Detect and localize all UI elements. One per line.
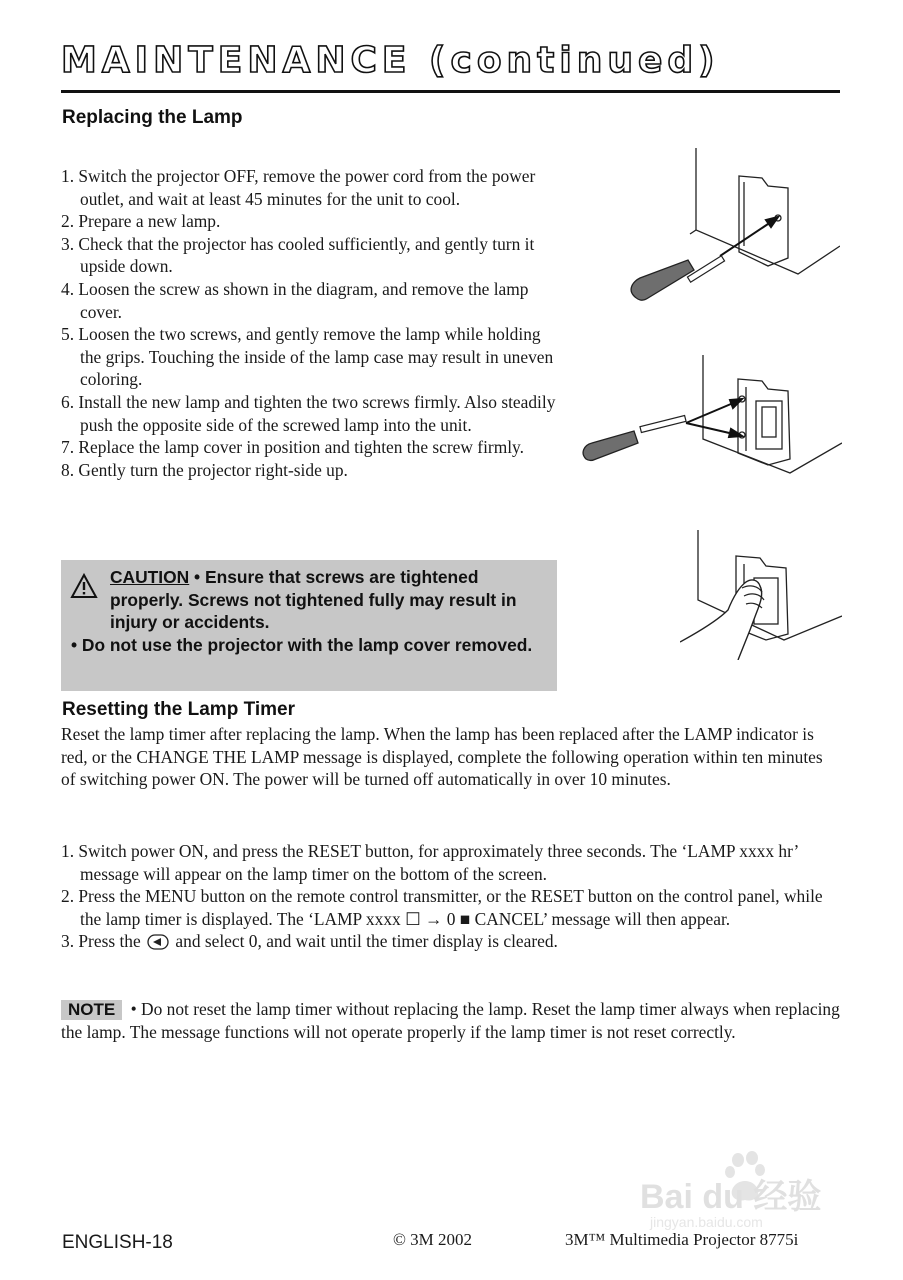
note-text: • Do not reset the lamp timer without replacing the lamp. Reset the lamp timer always when replacing the lamp. The message functions will not operate properly if the lamp timer is not reset correctly. xyxy=(61,999,840,1042)
figure-remove-lamp xyxy=(580,355,842,475)
list-item: 7. Replace the lamp cover in position and tighten the screw firmly. xyxy=(61,437,524,458)
list-item: 3. Check that the projector has cooled sufficiently, and gently turn it upside down. xyxy=(61,233,535,277)
warning-triangle-icon xyxy=(70,573,98,599)
list-item: 6. Install the new lamp and tighten the two screws firmly. Also steadily push the opposite side of the screwed lamp into the unit. xyxy=(61,391,556,435)
screwdriver-icon xyxy=(583,431,638,461)
caution-text-1: • Ensure that screws are tightened properly. Screws not tightened fully may result in injury or accidents. xyxy=(110,567,517,633)
list-item: 8. Gently turn the projector right-side up. xyxy=(61,459,348,480)
footer-product: 3M™ Multimedia Projector 8775i xyxy=(565,1230,799,1249)
resetting-intro: Reset the lamp timer after replacing the lamp. When the lamp has been replaced after the LAMP indicator is red, or the CHANGE THE LAMP message is displayed, complete the following operation within ten minutes of switching power ON. The power will be turned off automatically in over 10 minutes. xyxy=(61,724,823,790)
watermark-url: jingyan.baidu.com xyxy=(650,1214,763,1230)
footer-copyright: © 3M 2002 xyxy=(393,1230,473,1249)
watermark-brand: Bai du 经验 xyxy=(640,1178,822,1216)
baidu-watermark-logo xyxy=(640,1150,855,1230)
section-heading-resetting-timer: Resetting the Lamp Timer xyxy=(62,699,295,720)
list-item: 4. Loosen the screw as shown in the diagram, and remove the lamp cover. xyxy=(61,278,529,322)
list-item: 2. Prepare a new lamp. xyxy=(61,211,221,232)
figure-pull-lamp xyxy=(680,530,842,660)
list-item: 5. Loosen the two screws, and gently remove the lamp while holding the grips. Touching the inside of the lamp case may result in uneven coloring. xyxy=(61,324,554,390)
title-rule xyxy=(61,90,840,93)
screwdriver-icon xyxy=(631,260,694,300)
list-item: 1. Switch the projector OFF, remove the power cord from the power outlet, and wait at least 45 minutes for the unit to cool. xyxy=(61,166,536,209)
replacing-steps-list xyxy=(61,165,561,481)
caution-line-2: • Do not use the projector with the lamp cover removed. xyxy=(71,634,533,655)
step3-text-before: 3. Press the xyxy=(61,931,146,952)
note-paragraph xyxy=(61,998,841,1043)
caution-box xyxy=(61,560,557,691)
list-item xyxy=(61,930,841,953)
caution-line-1 xyxy=(71,566,547,634)
resetting-steps-list xyxy=(61,840,841,953)
left-arrow-button-icon xyxy=(147,934,169,950)
section-heading-replacing-lamp: Replacing the Lamp xyxy=(62,107,243,128)
hand-icon xyxy=(680,580,762,660)
step3-text-after: and select 0, and wait until the timer display is cleared. xyxy=(171,931,558,952)
list-item: 1. Switch power ON, and press the RESET button, for approximately three seconds. The ‘LAMP xxxx hr’ message will appear on the lamp timer on the bottom of the screen. xyxy=(61,841,799,884)
caution-label: CAUTION xyxy=(110,567,190,587)
list-item: 2. Press the MENU button on the remote control transmitter, or the RESET button on the control panel, while the lamp timer is displayed. The ‘LAMP xxxx ☐ → 0 ■ CANCEL’ message will then appear. xyxy=(61,886,823,929)
footer-page-number: ENGLISH-18 xyxy=(62,1232,173,1253)
figure-remove-lamp-cover xyxy=(628,148,840,308)
page-title: MAINTENANCE (continued) xyxy=(61,40,720,81)
note-label: NOTE xyxy=(61,1000,122,1020)
